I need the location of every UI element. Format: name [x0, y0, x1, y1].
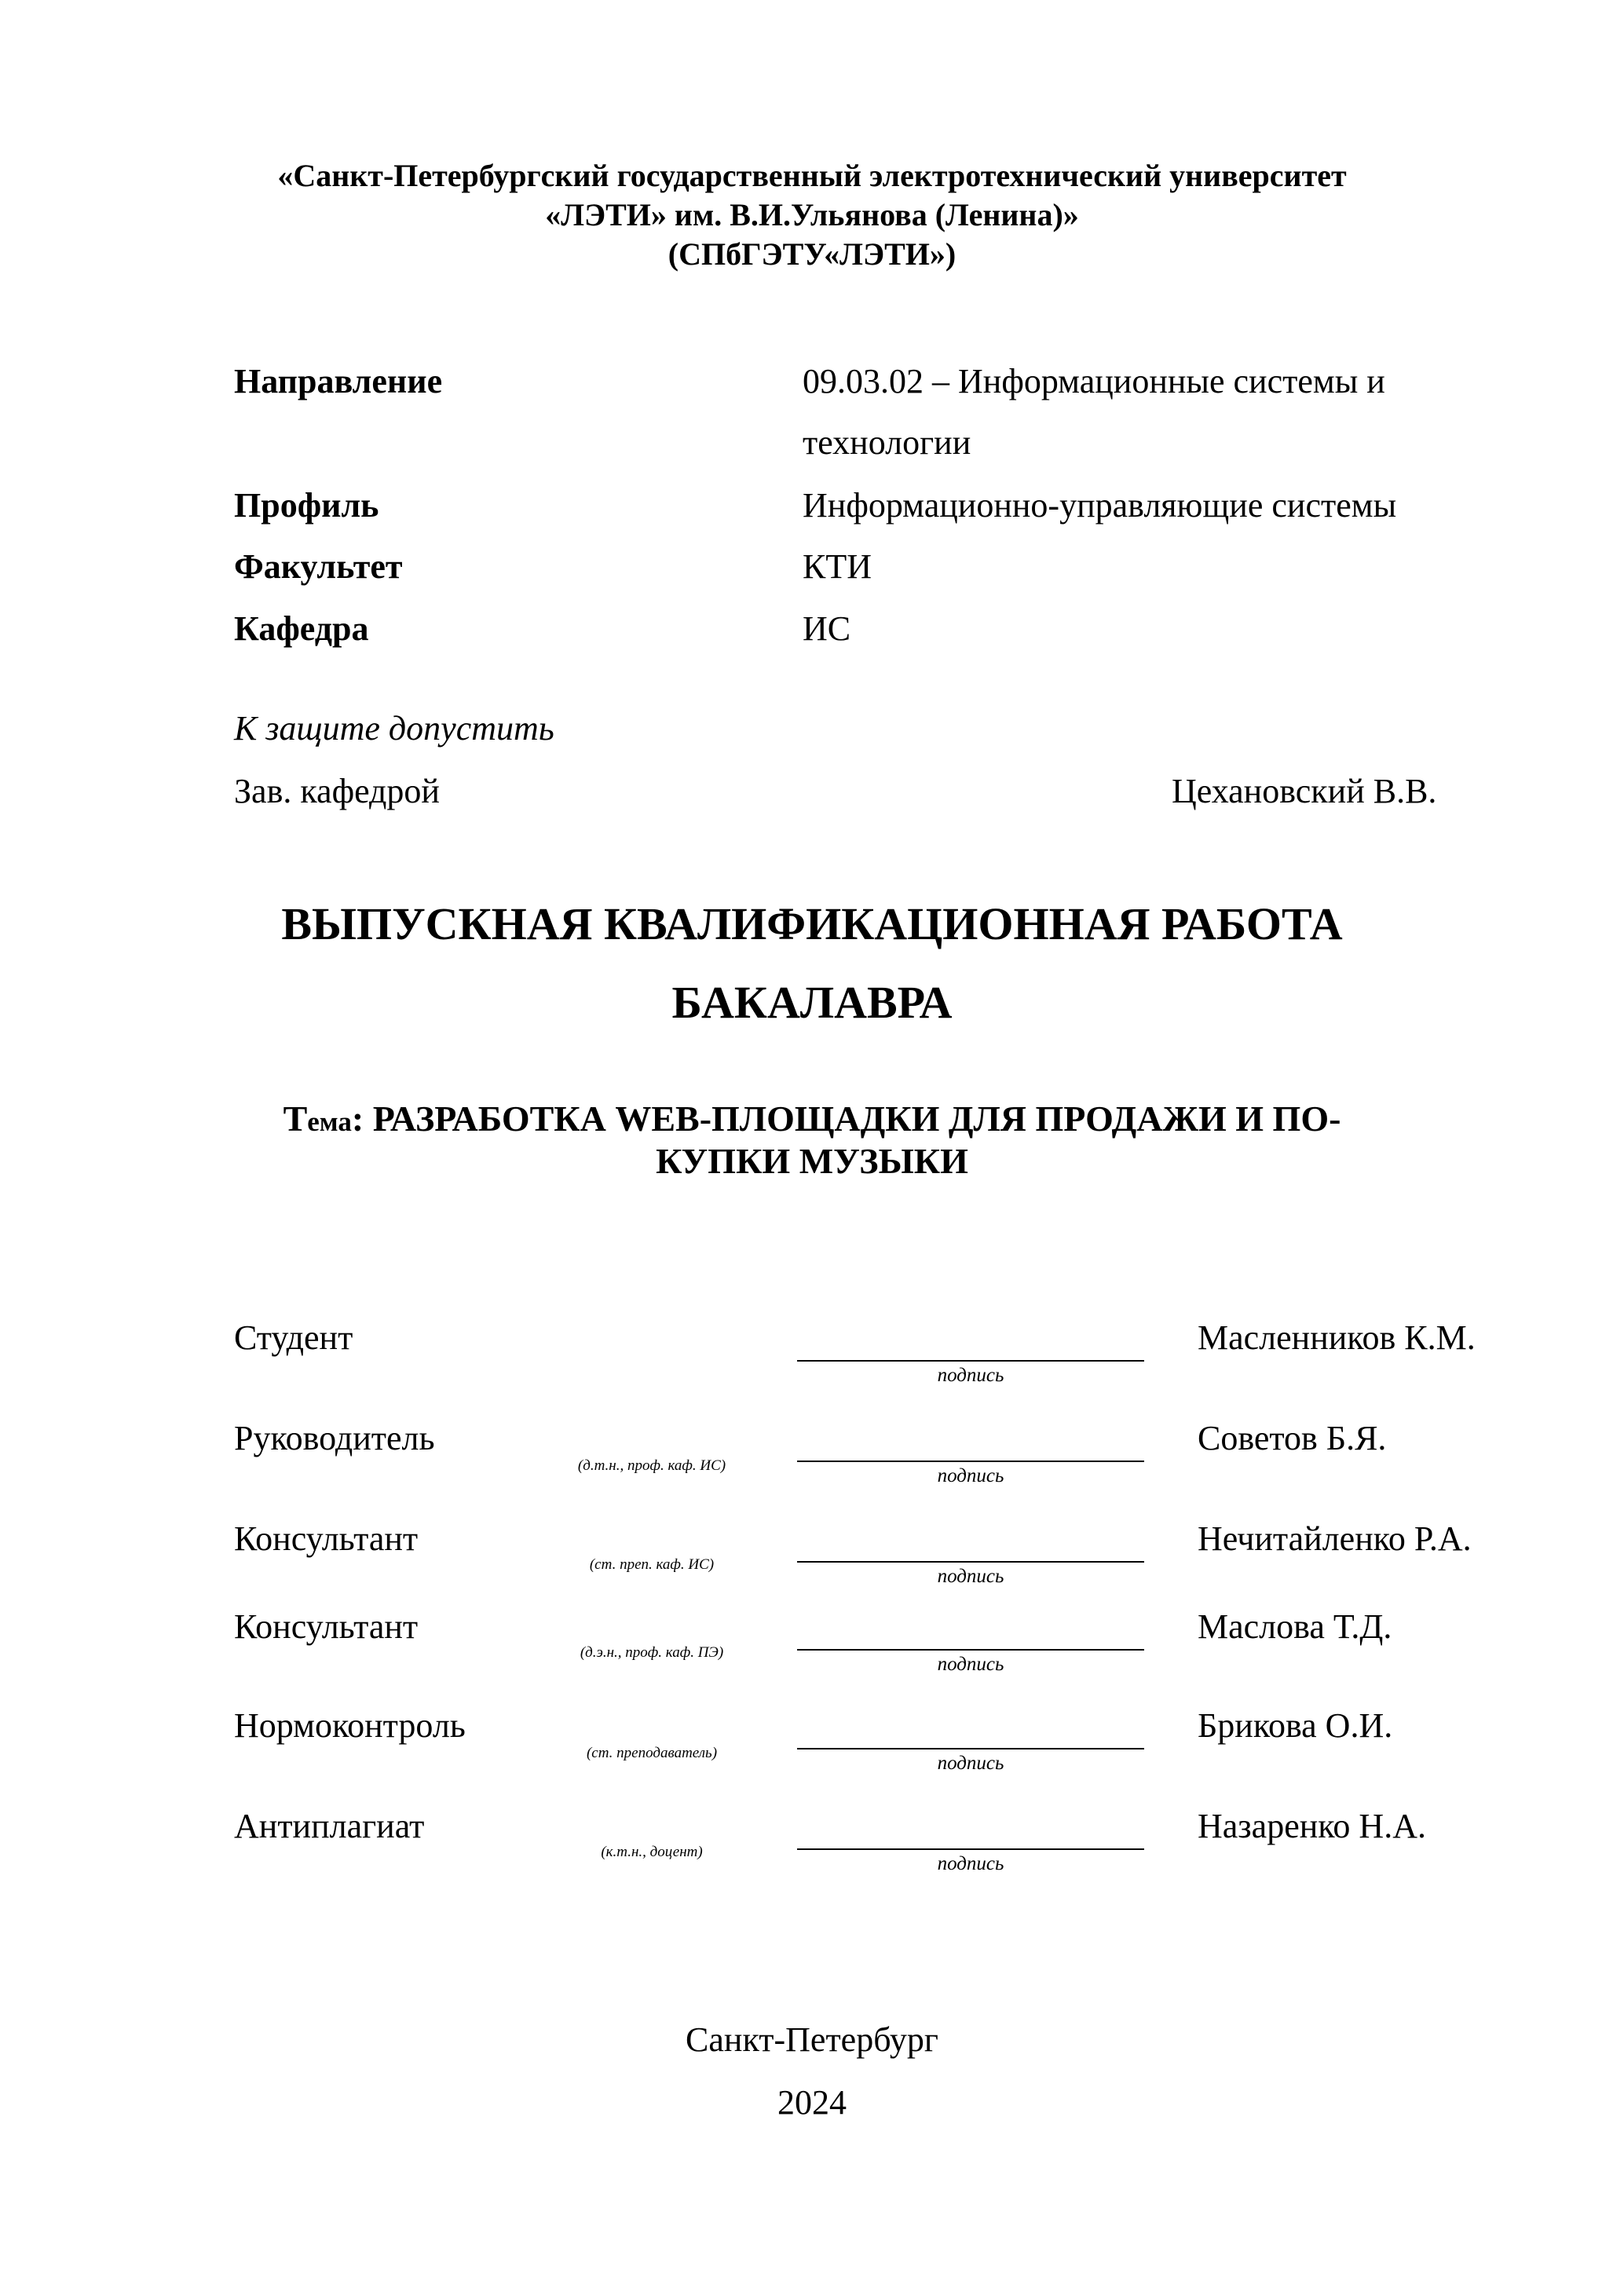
signature-role: Консультант	[234, 1607, 419, 1646]
signature-caption: подпись	[937, 1654, 1004, 1675]
department-value: ИС	[803, 609, 851, 648]
signature-line	[797, 1461, 1144, 1462]
topic-text-line-1: РАЗРАБОТКА WEB-ПЛОЩАДКИ ДЛЯ ПРОДАЖИ И ПО-	[372, 1099, 1341, 1139]
signature-role: Руководитель	[234, 1419, 435, 1457]
signature-line	[797, 1848, 1144, 1850]
document-title-line-2: БАКАЛАВРА	[671, 977, 953, 1028]
signature-caption: подпись	[937, 1853, 1004, 1874]
signer-name: Назаренко Н.А.	[1198, 1807, 1426, 1845]
university-name-line-2: «ЛЭТИ» им. В.И.Ульянова (Ленина)»	[545, 197, 1079, 232]
head-of-department-name: Цехановский В.В.	[1172, 772, 1437, 810]
year: 2024	[777, 2083, 847, 2122]
topic-prefix: Тема:	[283, 1099, 364, 1139]
signer-name: Брикова О.И.	[1198, 1706, 1393, 1745]
topic-line-2: КУПКИ МУЗЫКИ	[656, 1141, 968, 1181]
faculty-value: КТИ	[803, 547, 872, 586]
signer-position: (ст. преп. каф. ИС)	[589, 1556, 715, 1573]
signer-name: Масленников К.М.	[1198, 1318, 1476, 1357]
signature-role: Студент	[234, 1318, 353, 1357]
department-label: Кафедра	[234, 609, 369, 648]
signature-caption: подпись	[937, 1365, 1004, 1386]
signature-line	[797, 1360, 1144, 1362]
head-of-department-label: Зав. кафедрой	[234, 772, 440, 810]
university-abbreviation: (СПбГЭТУ«ЛЭТИ»)	[668, 236, 956, 272]
signer-position: (д.э.н., проф. каф. ПЭ)	[580, 1644, 724, 1661]
signer-position: (ст. преподаватель)	[586, 1745, 718, 1761]
topic-line-1	[0, 1098, 1624, 1143]
signer-position: (к.т.н., доцент)	[601, 1844, 703, 1860]
signature-caption: подпись	[937, 1465, 1004, 1486]
signature-line	[797, 1748, 1144, 1749]
faculty-label: Факультет	[234, 547, 403, 586]
signature-caption: подпись	[937, 1566, 1004, 1587]
university-name-line-1: «Санкт-Петербургский государственный электротехнический университет	[277, 158, 1347, 193]
admit-to-defense-text: К защите допустить	[234, 709, 554, 748]
document-title-line-1: ВЫПУСКНАЯ КВАЛИФИКАЦИОННАЯ РАБОТА	[281, 898, 1343, 949]
profile-label: Профиль	[234, 486, 379, 525]
signer-name: Нечитайленко Р.А.	[1198, 1519, 1472, 1558]
signature-line	[797, 1649, 1144, 1651]
signature-role: Нормоконтроль	[234, 1706, 466, 1745]
signature-role: Антиплагиат	[234, 1807, 425, 1845]
direction-label: Направление	[234, 362, 443, 400]
signer-position: (д.т.н., проф. каф. ИС)	[577, 1457, 726, 1474]
city: Санкт-Петербург	[686, 2020, 938, 2059]
direction-value-line-2: технологии	[803, 423, 971, 462]
direction-value-line-1: 09.03.02 – Информационные системы и	[803, 362, 1385, 400]
profile-value: Информационно-управляющие системы	[803, 486, 1397, 525]
signer-name: Советов Б.Я.	[1198, 1419, 1387, 1457]
signer-name: Маслова Т.Д.	[1198, 1607, 1392, 1646]
signature-caption: подпись	[937, 1753, 1004, 1774]
signature-line	[797, 1561, 1144, 1563]
signature-role: Консультант	[234, 1519, 419, 1558]
